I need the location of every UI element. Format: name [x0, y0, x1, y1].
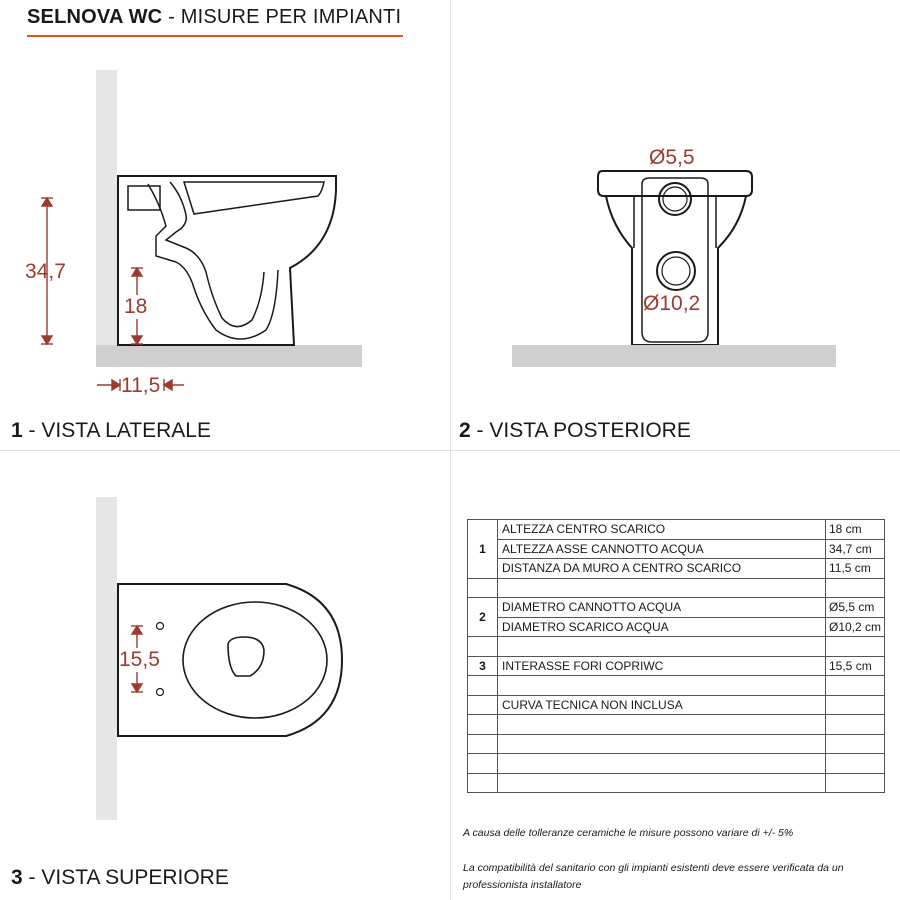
table-cell-group: [468, 578, 498, 598]
table-cell-label: DIAMETRO SCARICO ACQUA: [498, 617, 826, 637]
table-row: [468, 676, 885, 696]
table-cell-label: DISTANZA DA MURO A CENTRO SCARICO: [498, 559, 826, 579]
table-row: [468, 520, 885, 540]
table-cell-value: Ø10,2 cm: [826, 617, 885, 637]
table-cell-label: [498, 715, 826, 735]
table-cell-label: DIAMETRO CANNOTTO ACQUA: [498, 598, 826, 618]
side-view-toilet: [118, 176, 336, 345]
compatibility-note: La compatibilità del sanitario con gli impianti esistenti deve essere verificata da un professionista installatore: [463, 862, 844, 891]
table-cell-group: 2: [468, 598, 498, 637]
table-cell-value: Ø5,5 cm: [826, 598, 885, 618]
table-cell-label: [498, 734, 826, 754]
view-number: 3: [11, 866, 23, 889]
product-name: SELNOVA WC: [27, 6, 163, 28]
table-cell-label: ALTEZZA CENTRO SCARICO: [498, 520, 826, 540]
table-cell-value: 18 cm: [826, 520, 885, 540]
table-row: [468, 656, 885, 676]
side-view-dimension-lines: [41, 198, 184, 391]
rear-view-toilet: [598, 171, 752, 345]
table-row: [468, 754, 885, 774]
table-cell-group: [468, 734, 498, 754]
table-cell-value: 11,5 cm: [826, 559, 885, 579]
table-cell-label: INTERASSE FORI COPRIWC: [498, 656, 826, 676]
table-cell-value: [826, 578, 885, 598]
view-number: 1: [11, 419, 23, 442]
view-label-rear: [459, 419, 691, 443]
table-row: [468, 598, 885, 618]
view-number: 2: [459, 419, 471, 442]
table-cell-group: [468, 773, 498, 793]
table-row: [468, 773, 885, 793]
table-row: [468, 617, 885, 637]
table-cell-value: [826, 715, 885, 735]
table-cell-group: [468, 676, 498, 696]
table-row: [468, 539, 885, 559]
tolerance-note: A causa delle tolleranze ceramiche le misure possono variare di +/- 5%: [463, 827, 794, 839]
specifications-table: [467, 519, 885, 793]
table-cell-label: [498, 754, 826, 774]
title-subtitle: - MISURE PER IMPIANTI: [162, 6, 402, 28]
table-row: [468, 559, 885, 579]
table-row: [468, 734, 885, 754]
dimension-hole-spacing-label: 15,5: [119, 648, 160, 671]
view-name: - VISTA LATERALE: [22, 419, 211, 442]
table-cell-value: [826, 754, 885, 774]
dimension-inlet-diameter-label: Ø5,5: [649, 146, 695, 169]
table-cell-label: [498, 637, 826, 657]
table-cell-group: 1: [468, 520, 498, 579]
table-cell-value: 15,5 cm: [826, 656, 885, 676]
rear-view-floor: [512, 345, 836, 367]
view-label-top: [11, 866, 229, 890]
table-cell-value: [826, 695, 885, 715]
dimension-drain-diameter-label: Ø10,2: [643, 292, 701, 315]
table-row: [468, 715, 885, 735]
view-name: - VISTA POSTERIORE: [470, 419, 691, 442]
dimension-drain-height-label: 18: [124, 295, 148, 318]
table-cell-value: [826, 676, 885, 696]
table-cell-group: [468, 695, 498, 715]
table-cell-value: [826, 734, 885, 754]
table-cell-label: [498, 676, 826, 696]
table-cell-group: [468, 754, 498, 774]
table-row: [468, 578, 885, 598]
table-cell-value: [826, 637, 885, 657]
table-cell-group: [468, 637, 498, 657]
dimension-wall-distance-label: 11,5: [121, 374, 161, 397]
table-cell-group: 3: [468, 656, 498, 676]
table-cell-label: CURVA TECNICA NON INCLUSA: [498, 695, 826, 715]
table-cell-value: [826, 773, 885, 793]
view-label-side: [11, 419, 211, 443]
view-name: - VISTA SUPERIORE: [22, 866, 229, 889]
table-cell-label: [498, 773, 826, 793]
table-cell-label: [498, 578, 826, 598]
table-cell-label: ALTEZZA ASSE CANNOTTO ACQUA: [498, 539, 826, 559]
table-row: [468, 637, 885, 657]
table-row: [468, 695, 885, 715]
table-cell-group: [468, 715, 498, 735]
table-cell-value: 34,7 cm: [826, 539, 885, 559]
dimension-height-label: 34,7: [25, 260, 66, 283]
